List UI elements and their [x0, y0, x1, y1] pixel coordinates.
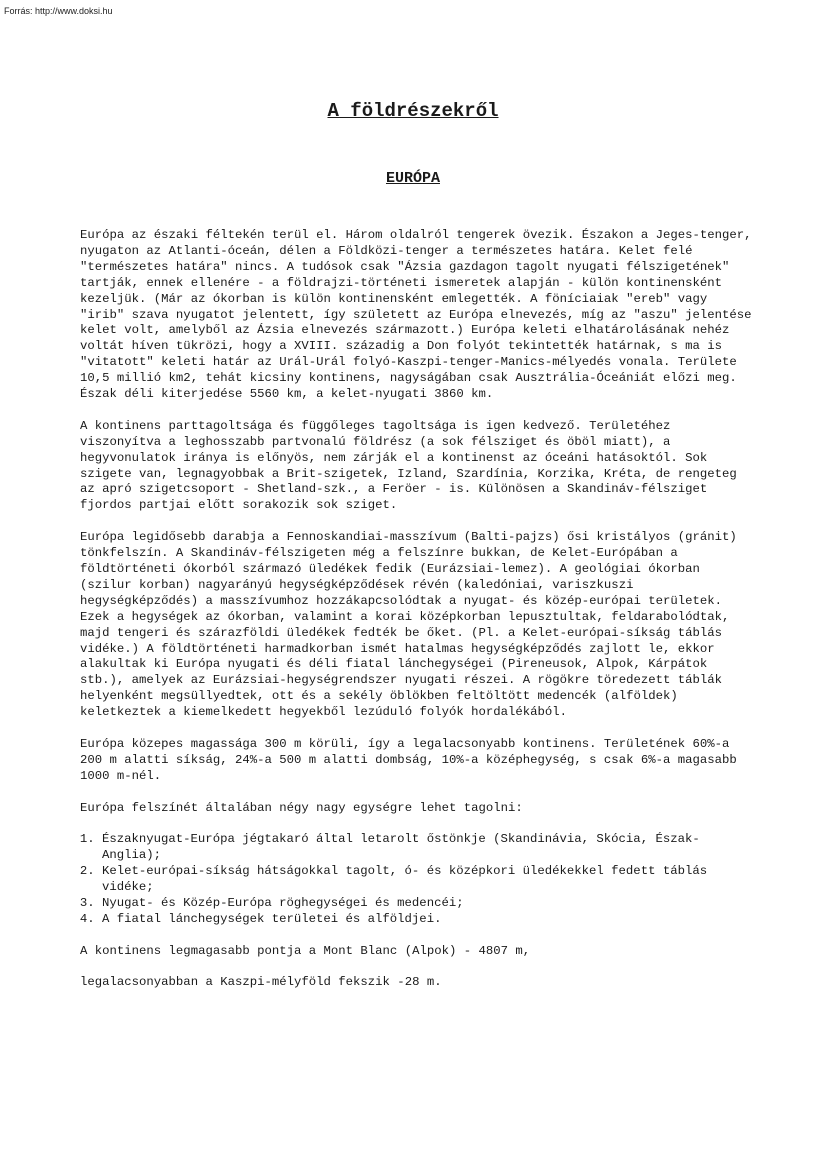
section-heading: EURÓPA — [385, 170, 440, 187]
document-body — [80, 228, 752, 1007]
lowest-point-line: legalacsonyabban a Kaszpi-mélyföld fekszik -28 m. — [80, 975, 442, 990]
paragraph-elevation: Európa közepes magassága 300 m körüli, így a legalacsonyabb kontinens. Területének 60%-a 200 m alatti síkság, 24%-a 500 m alatti dombság, 10%-a középhegység, s csak 6%-a magasabb 1000 m-nél. — [80, 736, 737, 783]
list-item: 2. Kelet-európai-síkság hátságokkal tagolt, ó- és középkori üledékekkel fedett táblás vidéke; — [102, 864, 752, 896]
paragraph-units-intro: Európa felszínét általában négy nagy egységre lehet tagolni: — [80, 800, 523, 815]
paragraph-coastline: A kontinens parttagoltsága és függőleges tagoltsága is igen kedvező. Területéhez viszonyítva a leghosszabb partvonalú földrész (a sok félsziget és öböl miatt), a hegyvonulatok iránya is előnyös, nem zárják el a kontinenst az óceáni hatásoktól. Sok szigete van, legnagyobbak a Brit-szigetek, Izland, Szardínia, Korzika, Kréta, de rengeteg az apró szigetcsoport - Shetland-szk., a Feröer - is. Különösen a Skandináv-félsziget fjordos partjai előtt sorakozik sok sziget. — [80, 418, 737, 513]
paragraph-geology: Európa legidősebb darabja a Fennoskandiai-masszívum (Balti-pajzs) ősi kristályos (gránit) tönkfelszín. A Skandináv-félszigeten még a felszínre bukkan, de Kelet-Európában a földtörténeti ókorból származó üledékek fedik (Eurázsiai-lemez). A geológiai ókorban (szilur korban) nagyarányú hegységképződések révén (kaledóniai, variszkuszi hegységképződés) a masszívumhoz hozzákapcsolódtak a nyugat- és közép-európai területek. Ezek a hegységek az ókorban, valamint a korai középkorban lepusztultak, feldarabolódtak, majd tengeri és szárazföldi üledékek fedték be őket. (Pl. a Kelet-európai-síkság táblás vidéke.) A földtörténeti harmadkorban ismét hatalmas hegységképződés zajlott le, ekkor alakultak ki Európa nyugati és déli fiatal lánchegységei (Pireneusok, Alpok, Kárpátok stb.), amelyek az Eurázsiai-hegységrendszer nyugati részei. A rögökre töredezett táblák helyenként megsüllyedtek, ott és a sekély öblökben feltöltött medencék (alföldek) keletkeztek a kiemelkedett hegyekből lezúduló folyók hordalékából. — [80, 530, 737, 720]
highest-point-line: A kontinens legmagasabb pontja a Mont Blanc (Alpok) - 4807 m, — [80, 943, 531, 958]
paragraph-introduction: Európa az északi féltekén terül el. Három oldalról tengerek övezik. Északon a Jeges-tenger, nyugaton az Atlanti-óceán, délen a Földközi-tenger a természetes határa. Kelet felé "természetes határa" nincs. A tudósok csak "Ázsia gazdagon tagolt nyugati félszigetének" tartják, ennek ellenére - a földrajzi-történeti ismeretek alapján - külön kontinensként kezeljük. (Már az ókorban is külön kontinensként emlegették. A föníciaiak "ereb" vagy "irib" szava nyugatot jelentett, így született az Európa elnevezés, míg az "aszu" jelentése kelet volt, amelyből az Ázsia elnevezés származott.) Európa keleti elhatárolásának nehéz voltát híven tükrözi, hogy a XVIII. századig a Don folyót tekintették határnak, s ma is "vitatott" keleti határ az Urál-Urál folyó-Kaszpi-tenger-Manics-mélyedés vonala. Területe 10,5 millió km2, tehát kicsiny kontinens, nagyságában csak Ausztrália-Óceániát előzi meg. Észak déli kiterjedése 5560 km, a kelet-nyugati 3860 km. — [80, 228, 752, 402]
list-item: 4. A fiatal lánchegységek területei és alföldjei. — [102, 912, 752, 928]
list-item: 1. Északnyugat-Európa jégtakaró által letarolt őstönkje (Skandinávia, Skócia, Észak-Anglia); — [102, 832, 752, 864]
regions-list — [80, 832, 752, 927]
page-title: A földrészekről — [327, 100, 499, 122]
list-item: 3. Nyugat- és Közép-Európa röghegységei és medencéi; — [102, 896, 752, 912]
source-attribution: Forrás: http://www.doksi.hu — [4, 6, 113, 16]
